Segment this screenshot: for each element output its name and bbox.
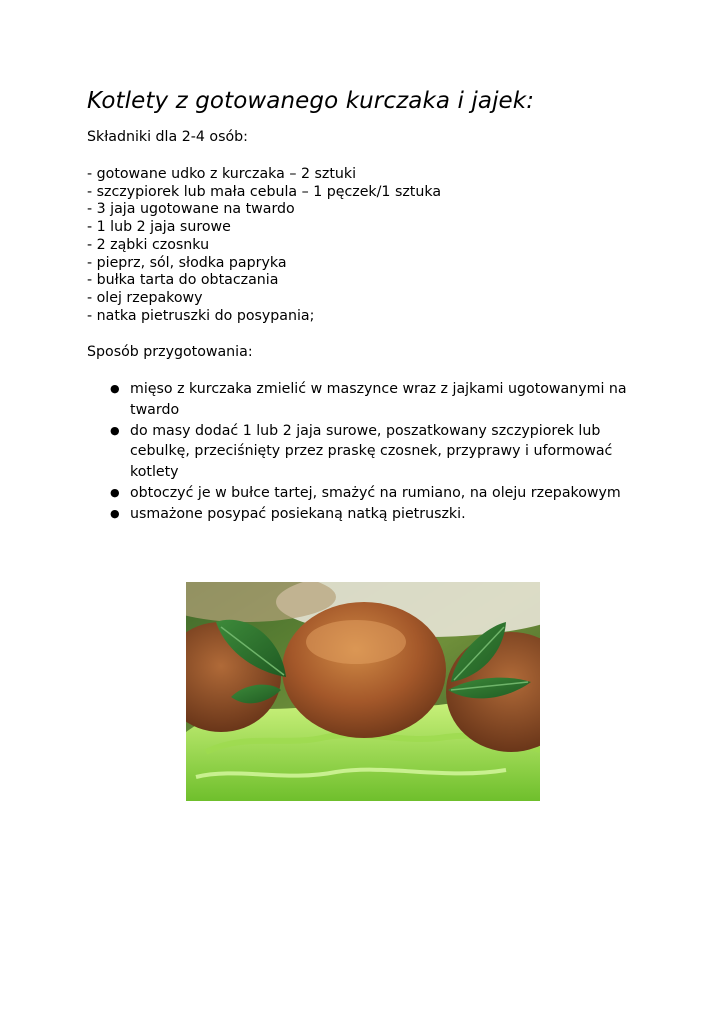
ingredient-item: - 1 lub 2 jaja surowe <box>87 219 231 236</box>
step-text: do masy dodać 1 lub 2 jaja surowe, poszatkowany szczypiorek lub cebulkę, przeciśnięty przez praskę czosnek, przyprawy i uformować kotlety <box>130 422 613 481</box>
step-item <box>87 421 647 483</box>
steps-list <box>87 379 647 524</box>
step-text: obtoczyć je w bułce tartej, smażyć na rumiano, na oleju rzepakowym <box>130 484 621 501</box>
ingredient-item: - gotowane udko z kurczaka – 2 sztuki <box>87 166 357 182</box>
recipe-title: Kotlety z gotowanego kurczaka i jajek: <box>87 88 535 114</box>
bullet-icon: ● <box>110 423 120 437</box>
ingredient-item: - bułka tarta do obtaczania <box>87 272 279 289</box>
servings-label: Składniki dla 2-4 osób: <box>87 129 248 145</box>
step-item <box>87 379 647 420</box>
ingredient-item: - olej rzepakowy <box>87 289 203 306</box>
ingredient-item: - 2 ząbki czosnku <box>87 236 210 253</box>
ingredient-item: - szczypiorek lub mała cebula – 1 pęczek/1 sztuka <box>87 183 442 200</box>
step-text: mięso z kurczaka zmielić w maszynce wraz z jajkami ugotowanymi na twardo <box>130 381 627 419</box>
preparation-heading: Sposób przygotowania: <box>87 344 253 361</box>
bullet-icon: ● <box>110 382 120 396</box>
step-item <box>87 504 647 525</box>
cutlets-photo <box>186 582 540 801</box>
step-item <box>87 483 647 504</box>
document-page <box>87 86 647 524</box>
ingredient-item: - 3 jaja ugotowane na twardo <box>87 201 295 218</box>
ingredient-item: - natka pietruszki do posypania; <box>87 307 315 324</box>
bullet-icon: ● <box>110 506 120 520</box>
ingredients-list <box>87 166 647 325</box>
step-text: usmażone posypać posiekaną natką pietruszki. <box>130 505 466 522</box>
bullet-icon: ● <box>110 485 120 499</box>
ingredient-item: - pieprz, sól, słodka papryka <box>87 254 287 271</box>
